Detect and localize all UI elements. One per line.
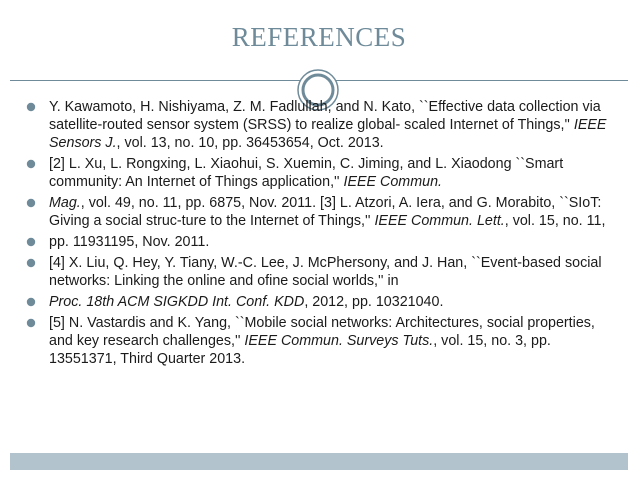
circle-bullet-icon bbox=[26, 237, 36, 247]
circle-bullet-icon bbox=[26, 198, 36, 208]
reference-item bbox=[26, 314, 618, 368]
circle-bullet-icon bbox=[26, 318, 36, 328]
circle-bullet-icon bbox=[26, 159, 36, 169]
reference-text: , vol. 49, no. 11, pp. 6875, Nov. 2011. [3] L. Atzori, A. Iera, and G. Morabito, ``SIoT: Giving a social struc-ture to the Internet of Things,'' bbox=[49, 195, 602, 229]
reference-item bbox=[26, 98, 618, 152]
reference-journal: Proc. 18th ACM SIGKDD Int. Conf. KDD bbox=[49, 294, 305, 310]
reference-journal: IEEE Commun. Surveys Tuts. bbox=[244, 333, 434, 349]
reference-item bbox=[26, 233, 618, 251]
reference-journal: IEEE Commun. Lett. bbox=[374, 213, 505, 229]
reference-text: pp. 11931195, Nov. 2011. bbox=[49, 234, 210, 250]
circle-bullet-icon bbox=[26, 297, 36, 307]
circle-bullet-icon bbox=[26, 102, 36, 112]
reference-text: , vol. 15, no. 11, bbox=[504, 213, 606, 229]
reference-item bbox=[26, 254, 618, 290]
reference-text: [4] X. Liu, Q. Hey, Y. Tiany, W.-C. Lee, J. McPhersony, and J. Han, ``Event-based social networks: Linking the online and ofine social worlds,'' in bbox=[49, 255, 602, 289]
reference-list bbox=[26, 98, 618, 371]
reference-text: Y. Kawamoto, H. Nishiyama, Z. M. Fadlullah, and N. Kato, ``Effective data collection via satellite-routed sensor system (SRSS) to realize global- scaled Internet of Things,'' bbox=[49, 99, 601, 133]
reference-text: [5] N. Vastardis and K. Yang, ``Mobile social networks: Architectures, social properties, and key research challenges,'' bbox=[49, 315, 595, 349]
reference-journal: Mag. bbox=[49, 195, 81, 211]
reference-item bbox=[26, 155, 618, 191]
reference-journal: IEEE Sensors J. bbox=[49, 117, 607, 151]
reference-text: [2] L. Xu, L. Rongxing, L. Xiaohui, S. Xuemin, C. Jiming, and L. Xiaodong ``Smart community: An Internet of Things application,'' bbox=[49, 156, 564, 190]
reference-journal: IEEE Commun. bbox=[343, 174, 442, 190]
slide-title: REFERENCES bbox=[231, 22, 407, 52]
circle-bullet-icon bbox=[26, 258, 36, 268]
bottom-band bbox=[10, 453, 628, 470]
reference-text: , vol. 15, no. 3, pp. 13551371, Third Quarter 2013. bbox=[49, 333, 551, 367]
reference-item bbox=[26, 194, 618, 230]
reference-text: , vol. 13, no. 10, pp. 36453654, Oct. 2013. bbox=[116, 135, 384, 151]
reference-text: , 2012, pp. 10321040. bbox=[304, 294, 444, 310]
reference-item bbox=[26, 293, 618, 311]
